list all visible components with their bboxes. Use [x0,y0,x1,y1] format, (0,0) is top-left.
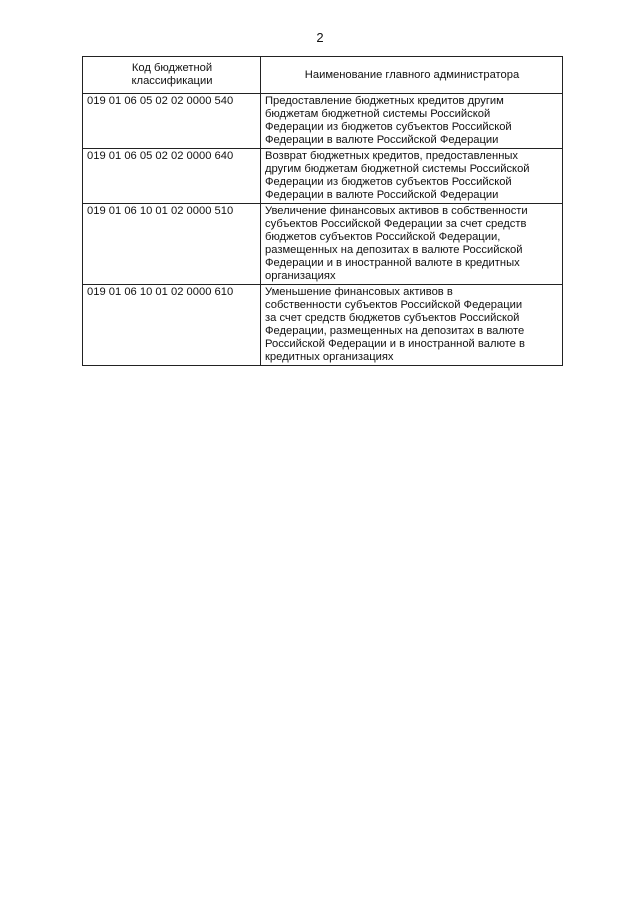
table-header-row [83,57,563,94]
row-name-cell [261,149,563,204]
row-name-text: Предоставление бюджетных кредитов другим бюджетам бюджетной системы Российской Федерации из бюджетов субъектов Российской Федерации в валюте Российской Федерации [265,95,512,146]
header-code [83,57,261,94]
row-name-text: Уменьшение финансовых активов в собственности субъектов Российской Федерации за счет средств бюджетов субъектов Российской Федерации, размещенных на депозитах в валюте Российской Федерации и в иностранной валюте в кредитных организациях [265,286,525,363]
row-code-cell: 019 01 06 10 01 02 0000 610 [83,285,261,366]
row-name-text: Увеличение финансовых активов в собственности субъектов Российской Федерации за счет средств бюджетов субъектов Российской Федерации, размещенных на депозитах в валюте Российской Федерации и в иностранной валюте в кредитных организациях [265,205,528,282]
page-number: 2 [316,30,324,45]
header-code-label: Код бюджетной классификации [131,62,213,87]
row-code-cell: 019 01 06 05 02 02 0000 640 [83,149,261,204]
row-name-cell [261,204,563,285]
row-code-cell: 019 01 06 05 02 02 0000 540 [83,94,261,149]
table-row [83,285,563,366]
header-name [261,57,563,94]
header-name-label: Наименование главного администратора [304,68,520,81]
budget-classification-table [82,56,563,366]
row-name-cell [261,94,563,149]
row-code-cell: 019 01 06 10 01 02 0000 510 [83,204,261,285]
row-name-text: Возврат бюджетных кредитов, предоставленных другим бюджетам бюджетной системы Российской Федерации из бюджетов субъектов Российской Федерации в валюте Российской Федерации [265,150,530,201]
table-row [83,149,563,204]
row-name-cell [261,285,563,366]
table-row [83,204,563,285]
table-row [83,94,563,149]
